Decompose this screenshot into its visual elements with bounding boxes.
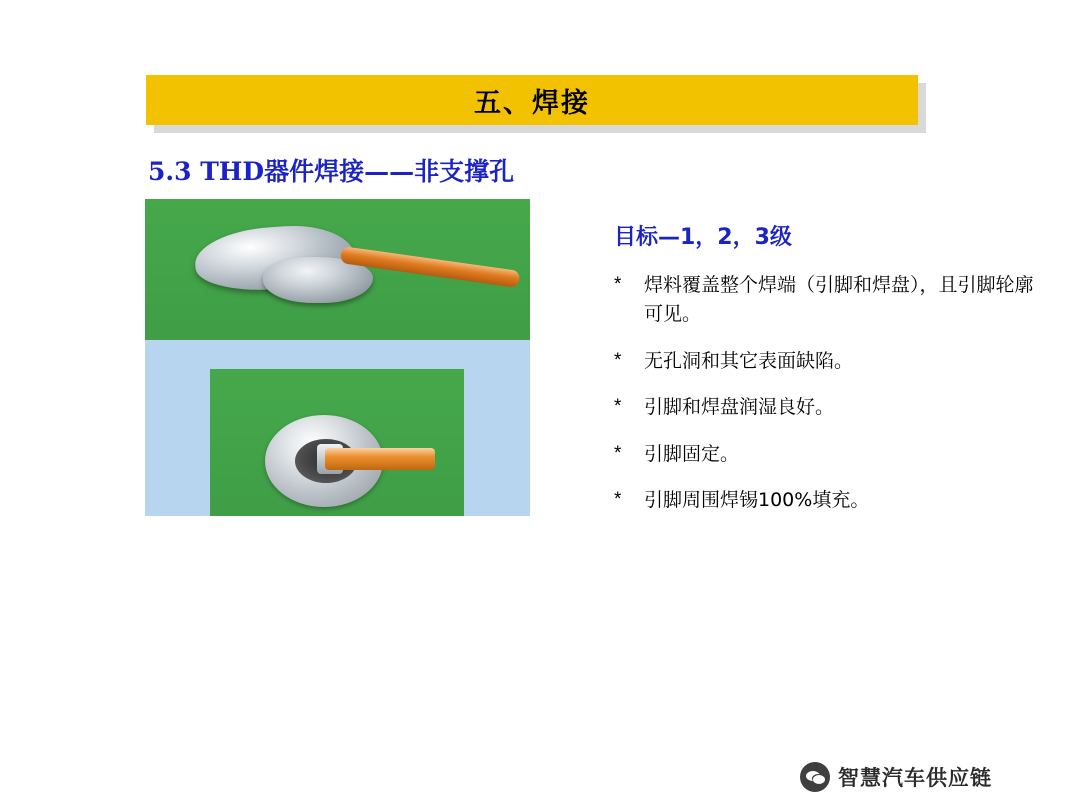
wechat-icon (800, 762, 830, 792)
bullet-marker-icon: * (614, 442, 622, 464)
banner-bar (146, 75, 918, 125)
section-heading (148, 152, 514, 188)
bullet-text: 引脚和焊盘润湿良好。 (644, 396, 835, 419)
list-item (614, 271, 1044, 330)
banner-title: 五、焊接 (474, 87, 590, 119)
solder-joint-figure (145, 199, 530, 516)
bullet-marker-icon: * (614, 274, 622, 295)
footer-account-name: 智慧汽车供应链 (838, 766, 992, 790)
section-heading-text: 5.3 THD器件焊接——非支撑孔 (148, 157, 515, 186)
list-item (614, 486, 1044, 515)
criteria-panel (614, 220, 1044, 533)
bullet-marker-icon: * (614, 349, 622, 371)
bullet-text: 无孔洞和其它表面缺陷。 (644, 349, 854, 372)
list-item (614, 347, 1044, 376)
list-item (614, 393, 1044, 422)
component-lead-bottom (325, 448, 435, 470)
bullet-text: 引脚周围焊锡100%填充。 (644, 489, 870, 512)
list-item (614, 440, 1044, 469)
bullet-marker-icon: * (614, 396, 622, 418)
title-banner (146, 75, 918, 127)
goal-title: 目标—1，2，3级 (614, 225, 792, 250)
bullet-text: 引脚固定。 (644, 442, 740, 465)
bullet-marker-icon: * (614, 489, 622, 511)
footer-watermark (800, 762, 992, 792)
bullet-text: 焊料覆盖整个焊端（引脚和焊盘），且引脚轮廓可见。 (644, 274, 1034, 326)
